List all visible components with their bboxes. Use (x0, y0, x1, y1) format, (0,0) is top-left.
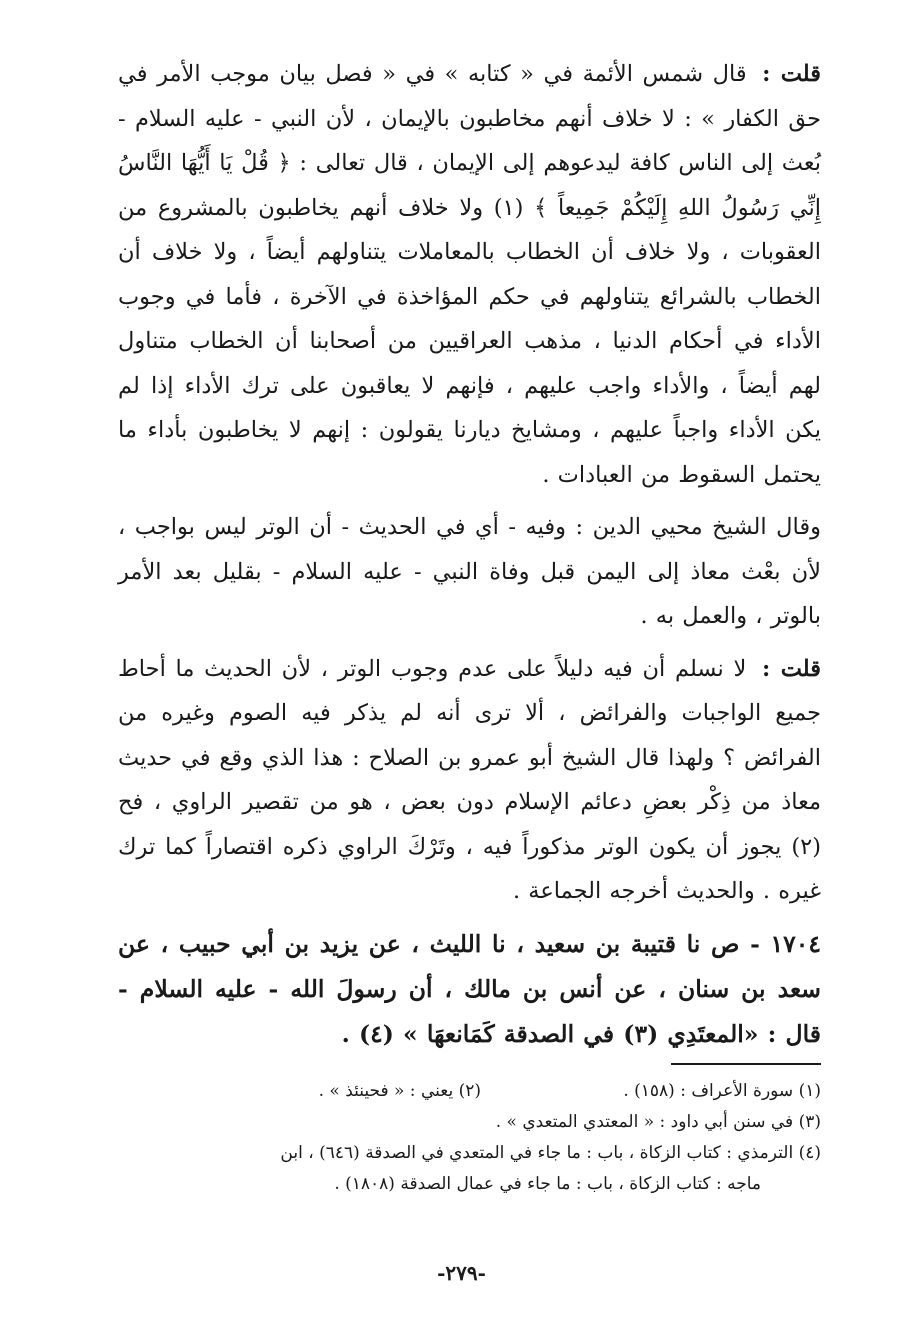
footnote-3: (٣) في سنن أبي داود : « المعتدي المتعدي » . (495, 1112, 821, 1132)
footnote-4: (٤) الترمذي : كتاب الزكاة ، باب : ما جاء في المتعدي في الصدقة (٦٤٦) ، ابن (280, 1143, 821, 1163)
paragraph-text: لا نسلم أن فيه دليلاً على عدم وجوب الوتر ، لأن الحديث ما أحاط جميع الواجبات والفرائض ، ألا ترى أنه لم يذكر فيه الصوم وغيره من الفرائض ؟ ولهذا قال الشيخ أبو عمرو بن الصلاح : هذا الذي وقع في حديث معاذ من ذِكْر بعضِ دعائم الإسلام دون بعض ، هو من تقصير الراوي ، فح (٢) يجوز أن يكون الوتر مذكوراً فيه ، وتَرْكَ الراوي ذكره اقتصاراً كما ترك غيره . والحديث أخرجه الجماعة . (118, 655, 821, 904)
paragraph-2 (118, 505, 821, 639)
paragraph-text: قال شمس الأئمة في « كتابه » في « فصل بيان موجب الأمر في حق الكفار » : لا خلاف أنهم مخاطبون بالإيمان ، لأن النبي - عليه السلام - بُعث إلى الناس كافة ليدعوهم إلى الإيمان ، قال تعالى : ﴿ قُلْ يَا أَيُّهَا النَّاسُ إِنِّي رَسُولُ اللهِ إِلَيْكُمْ جَمِيعاً ﴾ (١) ولا خلاف أنهم يخاطبون بالمشروع من العقوبات ، ولا خلاف أن الخطاب بالمعاملات يتناولهم أيضاً ، ولا خلاف أن الخطاب بالشرائع يتناولهم في حكم المؤاخذة في الآخرة ، فأما في وجوب الأداء في أحكام الدنيا ، مذهب العراقيين من أصحابنا أن الخطاب متناول لهم أيضاً ، والأداء واجب عليهم ، فإنهم لا يعاقبون على ترك الأداء إذا لم يكن الأداء واجباً عليهم ، ومشايخ ديارنا يقولون : إنهم لا يخاطبون بأداء ما يحتمل السقوط من العبادات . (118, 61, 822, 488)
paragraph-lead: قلت : (762, 655, 821, 682)
footnote-1: (١) سورة الأعراف : (١٥٨) . (623, 1081, 821, 1101)
paragraph-lead: قلت : (762, 61, 822, 87)
footnote-row-1 (118, 1076, 821, 1107)
footnote-4-continued: ماجه : كتاب الزكاة ، باب : ما جاء في عمال الصدقة (١٨٠٨) . (334, 1174, 761, 1194)
footnotes (118, 1076, 821, 1200)
hadith-paragraph (118, 922, 821, 1057)
paragraph-text: وقال الشيخ محيي الدين : وفيه - أي في الحديث - أن الوتر ليس بواجب ، لأن بعْث معاذ إلى اليمن قبل وفاة النبي - عليه السلام - بقليل بعد الأمر بالوتر ، والعمل به . (118, 514, 821, 629)
hadith-text: ١٧٠٤ - ص نا قتيبة بن سعيد ، نا الليث ، عن يزيد بن أبي حبيب ، عن سعد بن سنان ، عن أنس بن مالك ، أن رسولَ الله - عليه السلام - قال : «المعتَدِي (٣) في الصدقة كَمَانعهَا » (٤) . (118, 929, 821, 1048)
footnote-separator (671, 1063, 821, 1065)
page-number: -٢٧٩- (437, 1261, 486, 1285)
footnote-2: (٢) يعني : « فحينئذ » . (318, 1081, 481, 1101)
paragraph-3 (118, 647, 821, 914)
paragraph-1 (118, 52, 821, 497)
